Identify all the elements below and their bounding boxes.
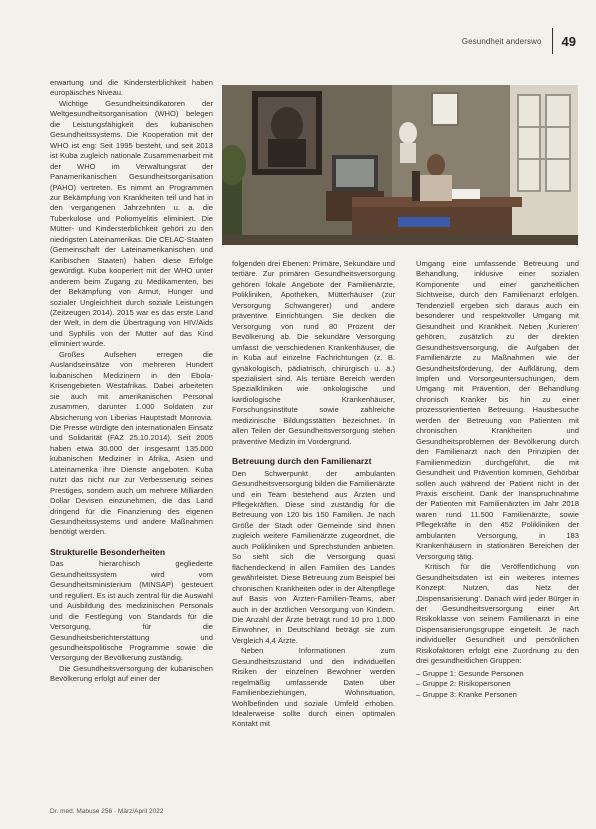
paragraph: folgenden drei Ebenen: Primäre, Sekundäre und tertiäre. Zur primären Gesundheitsversorgung gehören lokale Angebote der Familienärzte, Polikliniken, Apotheken, Mütterhäuser (zur Versorgung Schwangerer) und andere präventive Einrichtungen. Sie decken die Versorgung von rund 80 Prozent der Bevölkerung ab. Die sekundäre Versorgung umfasst die verschiedenen Krankenhäuser, die in Kuba auf einzelne Fachrichtungen (z. B. gynäkologisch, pädiatrisch, chirurgisch u. ä.) spezialisiert sind. Als tertiäre Bereich werden Spezialkliniken wie onkologische und kardiologische Krankenhäuser, Forschungsinstitute sowie zahlreiche medizinische Bildungsstätten bezeichnet. In allen Teilen der Gesundheitsversorgung stehen präventive Medizin im Vordergrund. — [232, 259, 395, 446]
paragraph: Die Gesundheitsversorgung der kubanischen Bevölkerung erfolgt auf einer der — [50, 663, 213, 684]
list-item: – Gruppe 1: Gesunde Personen — [416, 668, 524, 678]
page-number: 49 — [561, 33, 576, 49]
paragraph: erwartung und die Kindersterblichkeit haben europäisches Niveau. — [50, 78, 213, 98]
text-column-1 — [50, 78, 213, 808]
paragraph: Das hierarchisch gegliederte Gesundheitssystem wird vom Gesundheitsministerium (MINSAP) gesteuert und reguliert. Es ist auch zentral für die Auswahl und Ausbildung des medizinischen Personals und die Festlegung von Standards für die Versorgung, für die Gesundheitsberichterstattung und gesundheitspolitische Programme sowie die Versorgung der Bevölkerung zuständig. — [50, 559, 213, 663]
paragraph: Neben Informationen zum Gesundheitszustand und den individuellen Risiken der einzelnen Bewohner werden regelmäßig umfassende Daten über Familienbeziehungen, Wohnsituation, Wohlbefinden und soziale Umfeld erhoben. Idealerweise sollte durch einen optimalen Kontakt mit — [232, 646, 395, 729]
section-heading: Betreuung durch den Familienarzt — [232, 456, 372, 467]
paragraph: Umgang eine umfassende Betreuung und Behandlung, inklusive einer sozialen Komponente und einer ganzheitlichen Sichtweise, durch den Familienarzt erfolgen. Tendenziell ergeben sich daraus auch ein besonderer und respektvoller Umgang mit Gesundheit und Krankheit. Neben ‚Kurieren‘ gehören, zusätzlich zu der direkten Gesundheitsversorgung, die Aufgaben der Familienärzte zu Maßnahmen wie der Gesundheitsförderung, der Aufklärung, dem Impfen und Vorsorgeuntersuchungen, dem Umgang mit Prävention, der Behandlung chronisch Kranker bis hin zu einer prozessorientierten Betreuung. Hausbesuche werden der Betreuung von Patienten mit chronischen Krankheiten und Gesundheitsproblemen der Bevölkerung durch den Familienarzt nach den Prinzipien der Familienmedizin durchgeführt, die mit Gesundheit und Prävention kommen, Gehörbar sollen auch während der Patient nicht in der Praxis erscheint. Dank der Inanspruchnahme der Patienten mit Familienärzten im Jahr 2018 waren rund 11.500 Familienärzte, sowie Pflegekräfte in den 452 Polikliniken der ambulanten Versorgung, in 183 Krankenhäusern in stationären Bereichen der Versorgung tätig. — [416, 259, 579, 561]
section-heading: Strukturelle Besonderheiten — [50, 546, 166, 557]
paragraph: Den Schwerpunkt der ambulanten Gesundheitsversorgung bilden die Familienärzte und ein Team bestehend aus Ärzten und Pflegekräften. Diese sind zuständig für die Betreuung von 120 bis 150 Familien. Je nach Größe der Stadt oder Gemeinde sind ihnen zugleich weitere Familienärzte zugeordnet, die auch Polikliniken und Sprechstunden anbieten. So sieht sich die Versorgung quasi flächendeckend in allen Familien des Landes gewährleistet. Diese Betreuung zum Beispiel bei chronischen Krankheiten oder in der Altenpflege auf Basis von Ärzten-Familien-Teams, aber auch in der ärztlichen Versorgung von Kindern. Die Anzahl der Ärzte beträgt rund 10 pro 1.000 Einwohner, in Deutschland beträgt sie zum Vergleich 4,4 Ärzte. — [232, 468, 395, 645]
text-column-3 — [416, 259, 579, 809]
text-column-2 — [232, 259, 395, 809]
header-divider — [552, 28, 553, 54]
office-photo — [222, 85, 578, 245]
running-header — [462, 30, 576, 52]
list-item: – Gruppe 2: Risikopersonen — [416, 679, 511, 689]
list-item: – Gruppe 3: Kranke Personen — [416, 689, 517, 699]
paragraph: Großes Aufsehen erregen die Auslandseinsätze von mehreren Hundert kubanischen Medizinern in den Ebola-Krisengebieten Westafrikas. Dabei arbeiteten sie auch mit amerikanischen Personal zusammen, darunter 1.000 Soldaten zur Absicherung von Liberias Hauptstadt Monrovia. Die Presse würdigte den internationalen Einsatz und Solidarität (FAZ 25.10.2014). Seit 2005 haben etwa 30.000 der insgesamt 135.000 kubanischen Mediziner in Afrika, Asien und Lateinamerika ihre Dienste angeboten. Kuba nutzt das nicht nur zur Verbesserung seines Prestiges, sondern auch um mehrere Milliarden Dollar Devisen einzunehmen, die das Land dringend für die Finanzierung des eigenen Gesundheitssystems und andere Maßnahmen benötigt werden. — [50, 349, 213, 537]
page-footer: Dr. med. Mabuse 256 · März/April 2022 — [50, 808, 164, 815]
group-list — [416, 669, 579, 700]
section-title: Gesundheit anderswo — [461, 36, 542, 46]
paragraph: Wichtige Gesundheitsindikatoren der Weltgesundheitsorganisation (WHO) belegen die Leistungsfähigkeit des kubanischen Gesundheitssystems. Die Kooperation mit der WHO ist eng: Seit 1995 besteht, und seit 2013 ist Kuba zugleich nationale Zusammenarbeit mit der WHO im Verwaltungsrat der Panamerikanischen Gesundheitsorganisation (PAHO) vertreten. Es nimmt an Programmen zur Bekämpfung von Krankheiten teil und hat in den vergangenen Jahrzehnten u. a. die Tuberkulose und Poliomyelitis eliminiert. Die Mütter- und Kindersterblichkeit gehört zu den niedrigsten Lateinamerikas. Die CELAC-Staaten (Gemeinschaft der Lateinamerikanischen und Karibischen Staaten) haben diese Erfolge gewürdigt. Kuba kooperiert mit der WHO unter anderem beim Zugang zu Medikamenten, bei der Bekämpfung von Armut, Hunger und sozialer Ungleichheit durch soziale Leistungen (Zeitzeugen 2014). 2015 war es das erste Land der Welt, in dem die Übertragung von HIV/Aids und Syphilis von der Mutter auf das Kind eliminiert wurde. — [50, 98, 213, 349]
paragraph: Kritisch für die Veröffentlichung von Gesundheitsdaten ist ein weiteres internes Konzept: Nutzen, das Netz der ‚Dispensarisierung‘. Danach wird jeder Bürger in der Gesundheitsversorgung einer Art Risikoklasse von seinem Familienarzt in eine Dispensarisierungsgruppe eingeteilt. Je nach individueller Gesundheit und persönlichen Risikofaktoren erfolgt eine Zuordnung zu den drei gesundheitlichen Gruppen: — [416, 562, 579, 666]
